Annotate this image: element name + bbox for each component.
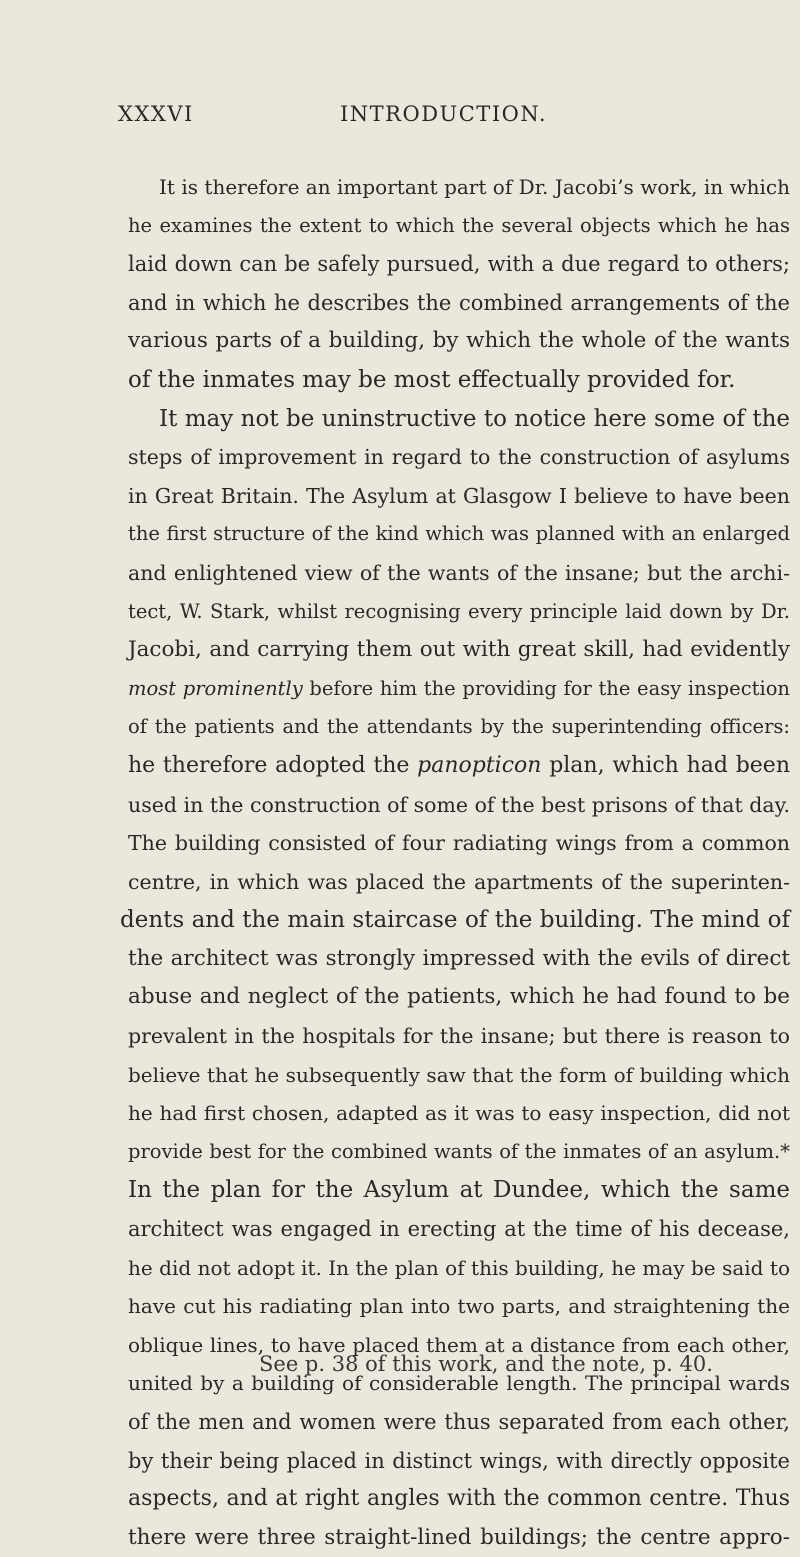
- text-line: of the inmates may be most effectually provided for.: [128, 366, 736, 393]
- text-line: he did not adopt it. In the plan of this building, he may be said to: [128, 1255, 790, 1280]
- text-line: he examines the extent to which the several objects which he has: [128, 213, 790, 237]
- text-line: united by a building of considerable length. The principal wards: [128, 1371, 790, 1396]
- text-line: and enlightened view of the wants of the insane; but the archi-: [128, 560, 790, 585]
- text-line: the first structure of the kind which was planned with an enlarged: [128, 522, 790, 546]
- text-line: prevalent in the hospitals for the insane; but there is reason to: [128, 1024, 790, 1049]
- text-line: he had first chosen, adapted as it was to easy inspection, did not: [128, 1101, 790, 1126]
- text-line: there were three straight-lined buildings; the centre appro-: [128, 1524, 790, 1550]
- text-line: he therefore adopted the panopticon plan, which had been: [128, 752, 790, 778]
- text-line: It may not be uninstructive to notice here some of the: [159, 405, 790, 432]
- body-text: [120, 168, 790, 1557]
- text-line: most prominently before him the providing for the easy inspection: [128, 676, 790, 700]
- running-head: [118, 102, 780, 134]
- text-line: It is therefore an important part of Dr. Jacobi’s work, in which: [159, 175, 790, 199]
- text-line: tect, W. Stark, whilst recognising every principle laid down by Dr.: [128, 599, 790, 623]
- text-line: used in the construction of some of the best prisons of that day.: [128, 792, 790, 817]
- text-line: The building consisted of four radiating wings from a common: [128, 831, 790, 856]
- text-line: provide best for the combined wants of the inmates of an asylum.*: [128, 1139, 790, 1163]
- text-line: the architect was strongly impressed with the evils of direct: [128, 945, 790, 971]
- text-line: centre, in which was placed the apartments of the superinten-: [128, 869, 790, 894]
- text-line: and in which he describes the combined arrangements of the: [128, 290, 790, 315]
- text-line: various parts of a building, by which the whole of the wants: [128, 328, 790, 354]
- text-line: In the plan for the Asylum at Dundee, which the same: [128, 1177, 790, 1204]
- text-line: Jacobi, and carrying them out with great skill, had evidently: [128, 637, 790, 663]
- text-line: architect was engaged in erecting at the time of his decease,: [128, 1217, 790, 1242]
- text-line: laid down can be safely pursued, with a due regard to others;: [128, 252, 790, 277]
- text-line: by their being placed in distinct wings, with directly opposite: [128, 1448, 790, 1473]
- text-line: of the men and women were thus separated from each other,: [128, 1410, 790, 1434]
- text-line: oblique lines, to have placed them at a distance from each other,: [128, 1332, 790, 1357]
- text-line: in Great Britain. The Asylum at Glasgow I believe to have been: [128, 483, 790, 508]
- text-line: believe that he subsequently saw that the form of building which: [128, 1062, 790, 1087]
- page-number: XXXVI: [118, 102, 194, 126]
- running-title: INTRODUCTION.: [340, 102, 548, 126]
- text-line: dents and the main staircase of the building. The mind of: [120, 907, 790, 934]
- text-line: aspects, and at right angles with the common centre. Thus: [128, 1486, 790, 1512]
- text-line: abuse and neglect of the patients, which he had found to be: [128, 984, 790, 1010]
- text-line: of the patients and the attendants by the superintending officers:: [128, 715, 790, 739]
- text-line: have cut his radiating plan into two parts, and straightening the: [128, 1294, 790, 1319]
- text-line: steps of improvement in regard to the construction of asylums: [128, 445, 790, 470]
- footnote: See p. 38 of this work, and the note, p. 40.: [259, 1352, 713, 1376]
